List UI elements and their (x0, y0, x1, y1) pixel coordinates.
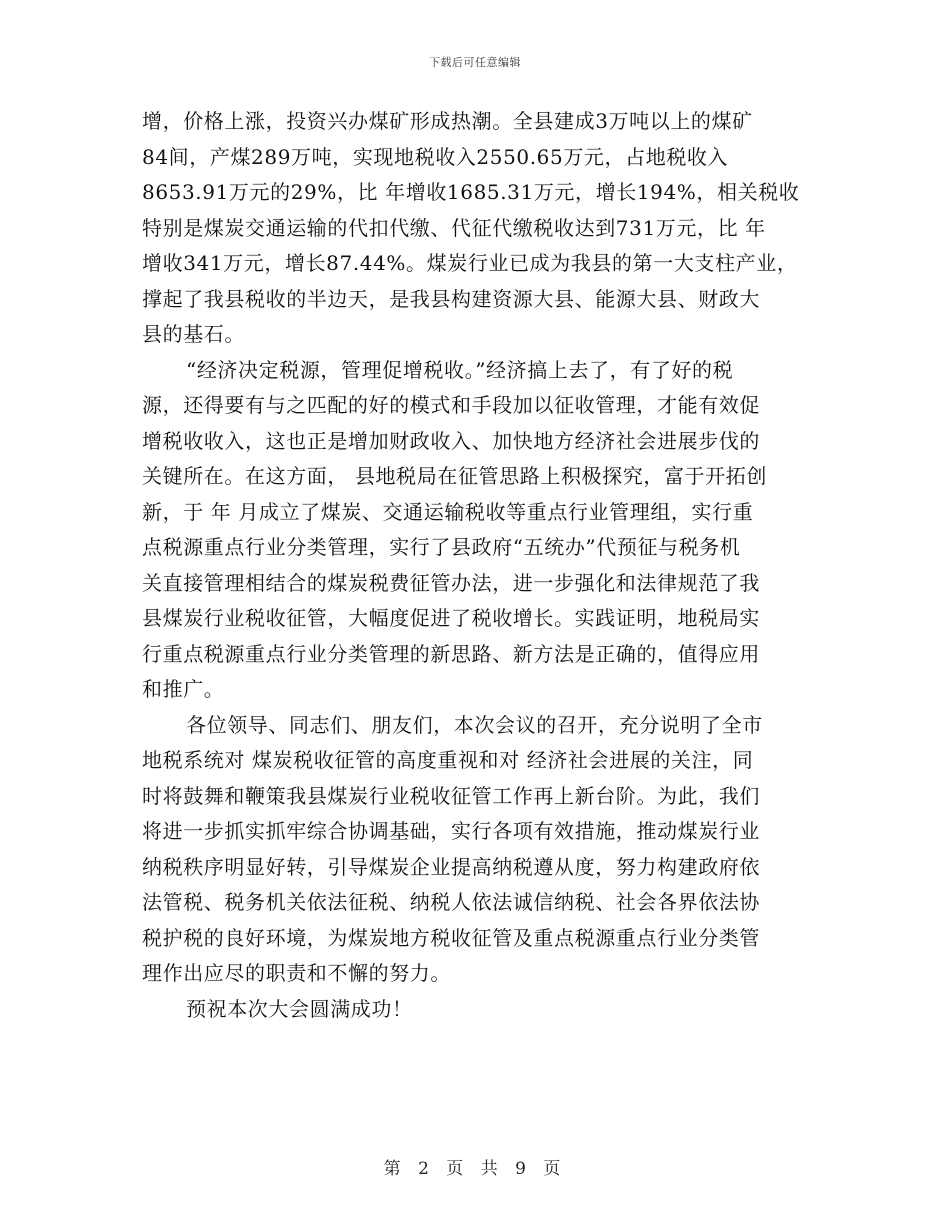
text-line: 法管税、税务机关依法征税、纳税人依法诚信纳税、社会各界依法协 (142, 890, 760, 914)
text-line: 县煤炭行业税收征管，大幅度促进了税收增长。实践证明，地税局实 (142, 606, 760, 630)
text-line: 8653.91万元的29%，比 年增收1685.31万元，增长194%，相关税收 (142, 180, 800, 204)
paragraph-4 (142, 992, 802, 1028)
text-line: 税护税的良好环境，为煤炭地方税收征管及重点税源重点行业分类管 (142, 925, 760, 950)
paragraph-1 (142, 104, 802, 353)
text-line: 各位领导、同志们、朋友们，本次会议的召开，充分说明了全市 (186, 712, 763, 737)
text-line: 84间，产煤289万吨，实现地税收入2550.65万元，占地税收入 (142, 144, 729, 169)
text-line: 行重点税源重点行业分类管理的新思路、新方法是正确的，值得应用 (142, 641, 760, 666)
text-line: 时将鼓舞和鞭策我县煤炭行业税收征管工作再上新台阶。为此，我们 (142, 783, 760, 808)
text-line: 县的基石。 (142, 322, 245, 346)
page-number-footer: 第 2 页 共 9 页 (383, 1159, 567, 1179)
text-line: 和推广。 (142, 677, 225, 701)
text-line: 关键所在。在这方面， 县地税局在征管思路上积极探究，富于开拓创 (142, 464, 767, 488)
page-header-note: 下载后可任意编辑 (429, 56, 521, 69)
paragraph-2 (142, 353, 802, 708)
text-line: 纳税秩序明显好转，引导煤炭企业提高纳税遵从度，努力构建政府依 (142, 854, 760, 879)
text-line: 理作出应尽的职责和不懈的努力。 (142, 961, 451, 985)
text-line: 点税源重点行业分类管理，实行了县政府“五统办”代预征与税务机 (142, 535, 741, 559)
text-line: 增收341万元，增长87.44%。煤炭行业已成为我县的第一大支柱产业， (142, 251, 798, 275)
text-line: 增，价格上涨，投资兴办煤矿形成热潮。全县建成3万吨以上的煤矿 (142, 109, 753, 133)
text-line: 预祝本次大会圆满成功！ (186, 996, 413, 1021)
text-line: “经济决定税源，管理促增税收。”经济搞上去了，有了好的税 (186, 357, 734, 382)
text-line: 源，还得要有与之匹配的好的模式和手段加以征收管理，才能有效促 (142, 393, 760, 417)
text-line: 关直接管理相结合的煤炭税费征管办法，进一步强化和法律规范了我 (142, 570, 760, 595)
document-body (142, 104, 802, 1027)
text-line: 特别是煤炭交通运输的代扣代缴、代征代缴税收达到731万元，比 年 (142, 215, 766, 240)
text-line: 将进一步抓实抓牢综合协调基础，实行各项有效措施，推动煤炭行业 (142, 819, 760, 843)
text-line: 地税系统对 煤炭税收征管的高度重视和对 经济社会进展的关注，同 (142, 748, 754, 772)
paragraph-3 (142, 708, 802, 992)
text-line: 增税收收入，这也正是增加财政收入、加快地方经济社会进展步伐的 (142, 428, 760, 453)
text-line: 撑起了我县税收的半边天，是我县构建资源大县、能源大县、财政大 (142, 286, 760, 311)
text-line: 新，于 年 月成立了煤炭、交通运输税收等重点行业管理组，实行重 (142, 499, 754, 524)
